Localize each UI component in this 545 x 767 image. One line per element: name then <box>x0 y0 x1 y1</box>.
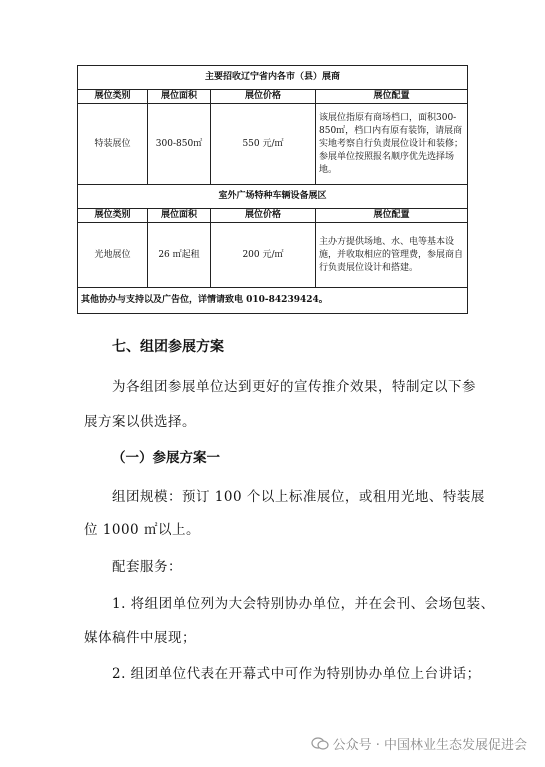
header-area: 展位面积 <box>148 90 211 104</box>
table-section-title-row <box>78 185 468 209</box>
cell-config: 主办方提供场地、水、电等基本设施，并收取相应的管理费，参展商自行负责展位设计和搭建。 <box>316 223 468 288</box>
table-header-row <box>78 90 468 104</box>
table-row <box>78 223 468 288</box>
subheading: （一）参展方案一 <box>112 450 220 466</box>
scale-paragraph-line1: 组团规模：预订 100 个以上标准展位，或租用光地、特装展 <box>112 489 485 505</box>
table-footer-row <box>78 288 468 314</box>
header-category: 展位类别 <box>78 90 148 104</box>
section-title-liaoning: 主要招收辽宁省内各市（县）展商 <box>78 66 468 90</box>
cell-area: 26 ㎡起租 <box>148 223 211 288</box>
booth-pricing-table <box>77 65 468 314</box>
scale-paragraph-line2: 位 1000 ㎡以上。 <box>84 522 200 538</box>
intro-paragraph-line2: 展方案以供选择。 <box>84 414 196 430</box>
wechat-icon <box>311 737 329 751</box>
services-label: 配套服务： <box>112 559 182 575</box>
header-config: 展位配置 <box>316 209 468 223</box>
section-heading: 七、组团参展方案 <box>112 339 224 355</box>
header-category: 展位类别 <box>78 209 148 223</box>
service-item-1-line1: 1. 将组团单位列为大会特别协办单位，并在会刊、会场包装、 <box>112 596 495 612</box>
table-header-row <box>78 209 468 223</box>
intro-paragraph-line1: 为各组团参展单位达到更好的宣传推介效果，特制定以下参 <box>112 379 476 395</box>
table-section-title-row <box>78 66 468 90</box>
header-config: 展位配置 <box>316 90 468 104</box>
section-title-outdoor: 室外广场特种车辆设备展区 <box>78 185 468 209</box>
cell-category: 特装展位 <box>78 104 148 185</box>
header-price: 展位价格 <box>211 90 316 104</box>
cell-price: 550 元/㎡ <box>211 104 316 185</box>
cell-config: 该展位指原有商场档口，面积300-850㎡，档口内有原有装饰，请展商实地考察自行负责展位设计和装修；参展单位按照报名顺序优先选择场地。 <box>316 104 468 185</box>
service-item-2: 2. 组团单位代表在开幕式中可作为特别协办单位上台讲话； <box>112 666 481 682</box>
table-row <box>78 104 468 185</box>
cell-area: 300-850㎡ <box>148 104 211 185</box>
header-area: 展位面积 <box>148 209 211 223</box>
service-item-1-line2: 媒体稿件中展现； <box>84 630 196 646</box>
watermark <box>311 734 527 753</box>
watermark-text: 公众号 · 中国林业生态发展促进会 <box>332 738 527 753</box>
header-price: 展位价格 <box>211 209 316 223</box>
cell-category: 光地展位 <box>78 223 148 288</box>
contact-note: 其他协办与支持以及广告位，详情请致电 010-84239424。 <box>78 288 468 314</box>
cell-price: 200 元/㎡ <box>211 223 316 288</box>
